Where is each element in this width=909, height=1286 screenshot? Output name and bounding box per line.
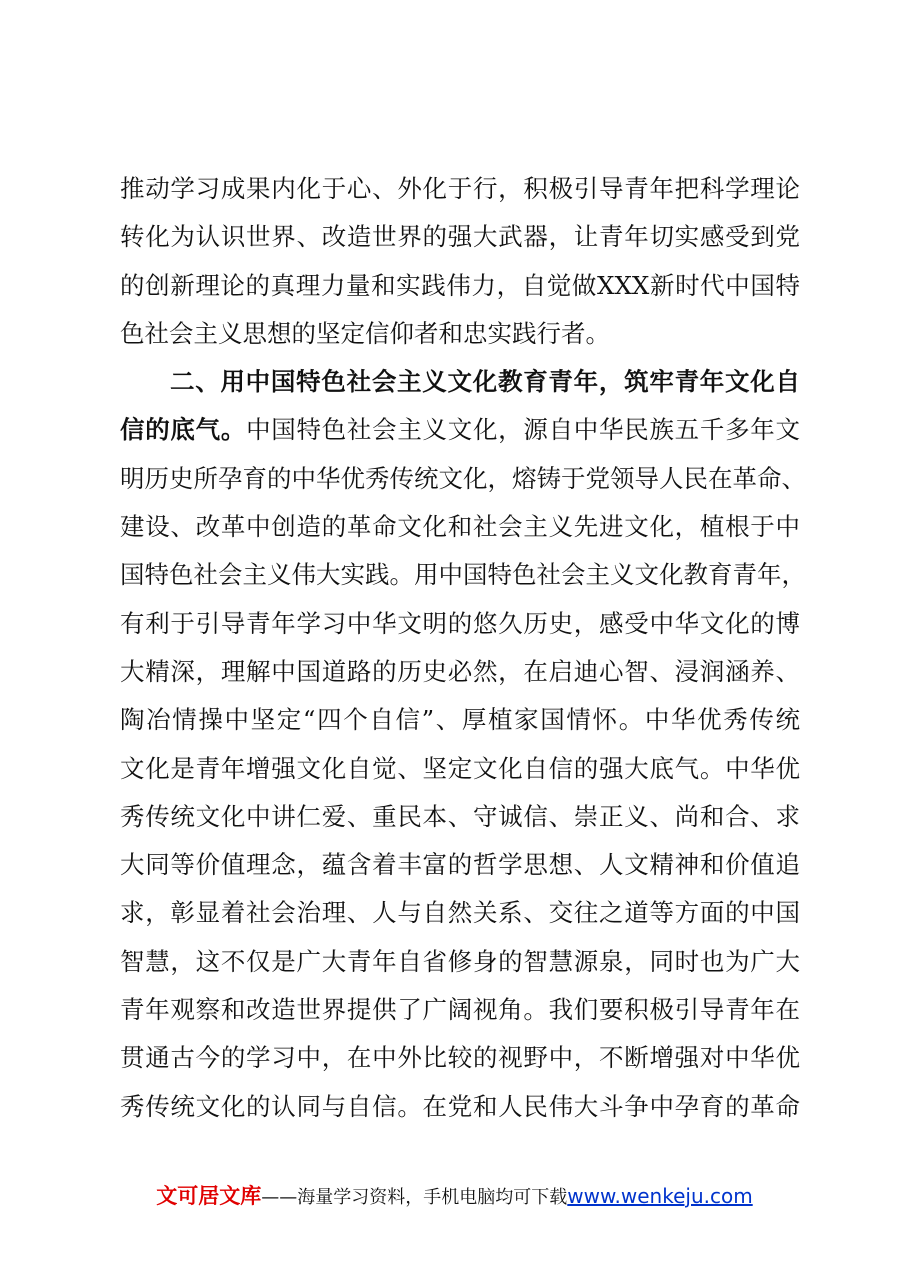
text-line: 国特色社会主义伟大实践。用中国特色社会主义文化教育青年， [120,560,806,590]
text-line: 求，彰显着社会治理、人与自然关系、交往之道等方面的中国 [120,898,800,928]
footer-brand: 文可居文库 [156,1184,262,1208]
text-line: 青年观察和改造世界提供了广阔视角。我们要积极引导青年在 [120,995,800,1025]
text-line: 文化是青年增强文化自觉、坚定文化自信的强大底气。中华优 [120,753,800,783]
text-line: 秀传统文化的认同与自信。在党和人民伟大斗争中孕育的革命 [120,1091,800,1121]
text-line: 信的底气。中国特色社会主义文化，源自中华民族五千多年文 [120,415,801,445]
text-line: 大同等价值理念，蕴含着丰富的哲学思想、人文精神和价值追 [120,850,800,880]
text-line: 转化为认识世界、改造世界的强大武器，让青年切实感受到党 [120,222,800,252]
text-line: 有利于引导青年学习中华文明的悠久历史，感受中华文化的博 [120,608,800,638]
footer-url-link[interactable]: www.wenkeju.com [567,1184,753,1208]
text-line: 秀传统文化中讲仁爱、重民本、守诚信、崇正义、尚和合、求 [120,801,800,831]
body-text [120,165,806,1131]
text-line: 贯通古今的学习中，在中外比较的视野中，不断增强对中华优 [120,1043,800,1073]
text-line: 陶冶情操中坚定“四个自信”、厚植家国情怀。中华优秀传统 [120,705,800,735]
text-line: 的创新理论的真理力量和实践伟力，自觉做XXX新时代中国特 [120,270,800,300]
text-line: 智慧，这不仅是广大青年自省修身的智慧源泉，同时也为广大 [120,946,800,976]
section-heading: 二、用中国特色社会主义文化教育青年，筑牢青年文化自 [170,367,800,397]
footer-tagline: ——海量学习资料，手机电脑均可下载 [261,1187,568,1208]
text-line: 明历史所孕育的中华优秀传统文化，熔铸于党领导人民在革命、 [120,463,806,493]
text-line: 建设、改革中创造的革命文化和社会主义先进文化，植根于中 [120,512,800,542]
footer [0,1180,909,1210]
text-line: 大精深，理解中国道路的历史必然，在启迪心智、浸润涵养、 [120,656,800,686]
text-line: 色社会主义思想的坚定信仰者和忠实践行者。 [120,318,610,348]
section-heading-line [120,358,800,406]
section-heading-end: 信的底气。 [120,415,247,445]
text-line: 推动学习成果内化于心、外化于行，积极引导青年把科学理论 [120,174,800,203]
